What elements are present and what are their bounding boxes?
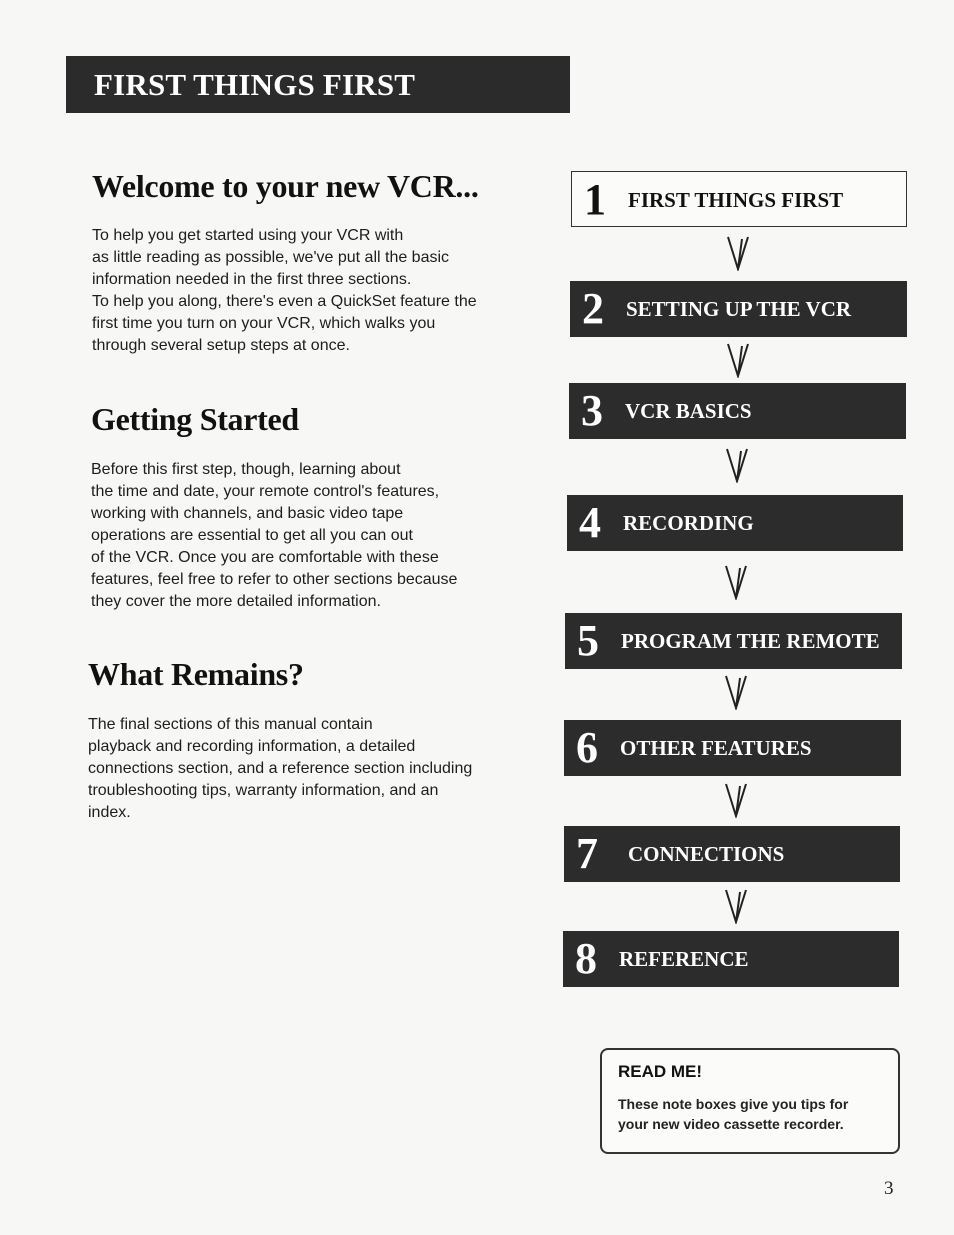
paragraph-line: information needed in the first three sections.	[92, 271, 412, 288]
paragraph-line: The final sections of this manual contain	[88, 716, 373, 733]
down-arrow-icon	[725, 447, 749, 483]
toc-label: SETTING UP THE VCR	[626, 297, 852, 321]
toc-item-2	[570, 281, 907, 337]
paragraph-what-remains	[88, 714, 472, 824]
section-header-title: FIRST THINGS FIRST	[94, 67, 416, 102]
toc-item-6	[564, 720, 901, 776]
note-line: These note boxes give you tips for	[618, 1096, 849, 1112]
toc-number: 8	[575, 934, 597, 983]
toc-label: PROGRAM THE REMOTE	[621, 629, 880, 653]
paragraph-line: connections section, and a reference section including	[88, 760, 473, 777]
toc-number: 7	[576, 829, 598, 878]
toc-item-4	[567, 495, 903, 551]
down-arrow-icon	[724, 888, 748, 924]
paragraph-line: index.	[88, 804, 131, 821]
paragraph-line: operations are essential to get all you can out	[91, 527, 413, 544]
paragraph-line: of the VCR. Once you are comfortable with these	[91, 549, 439, 566]
toc-number: 3	[581, 386, 603, 435]
toc-number: 1	[584, 175, 606, 224]
toc-number: 2	[582, 284, 604, 333]
paragraph-line: features, feel free to refer to other sections because	[91, 571, 458, 588]
paragraph-line: Before this first step, though, learning about	[91, 461, 401, 478]
toc-item-1	[571, 171, 907, 227]
note-text	[618, 1094, 882, 1134]
toc-label: CONNECTIONS	[628, 842, 785, 866]
down-arrow-icon	[724, 674, 748, 710]
paragraph-line: working with channels, and basic video tape	[91, 505, 404, 522]
toc-label: RECORDING	[623, 511, 754, 535]
note-title: READ ME!	[618, 1062, 703, 1081]
paragraph-line: they cover the more detailed information.	[91, 593, 381, 610]
heading-getting-started: Getting Started	[91, 401, 299, 437]
down-arrow-icon	[726, 342, 750, 378]
paragraph-line: first time you turn on your VCR, which walks you	[92, 315, 436, 332]
read-me-note-box	[600, 1048, 900, 1154]
toc-item-3	[569, 383, 906, 439]
toc-item-8	[563, 931, 899, 987]
paragraph-line: troubleshooting tips, warranty information, and an	[88, 782, 439, 799]
toc-label: REFERENCE	[619, 947, 749, 971]
section-header-bar	[66, 56, 570, 113]
toc-number: 6	[576, 723, 598, 772]
heading-welcome: Welcome to your new VCR...	[92, 168, 479, 204]
down-arrow-icon	[726, 235, 750, 271]
paragraph-line: the time and date, your remote control's features,	[91, 483, 440, 500]
paragraph-getting-started	[91, 459, 457, 613]
toc-label: FIRST THINGS FIRST	[628, 188, 844, 212]
paragraph-line: To help you along, there's even a QuickSet feature the	[92, 293, 477, 310]
toc-label: VCR BASICS	[625, 399, 752, 423]
down-arrow-icon	[724, 782, 748, 818]
paragraph-welcome	[92, 225, 477, 357]
heading-what-remains: What Remains?	[88, 656, 304, 692]
paragraph-line: as little reading as possible, we've put all the basic	[92, 249, 450, 266]
down-arrow-icon	[724, 564, 748, 600]
toc-number: 5	[577, 616, 599, 665]
paragraph-line: To help you get started using your VCR with	[92, 227, 404, 244]
paragraph-line: playback and recording information, a detailed	[88, 738, 416, 755]
toc-item-7	[564, 826, 900, 882]
toc-label: OTHER FEATURES	[620, 736, 812, 760]
paragraph-line: through several setup steps at once.	[92, 337, 350, 354]
toc-number: 4	[579, 498, 601, 547]
note-line: your new video cassette recorder.	[618, 1116, 844, 1132]
page-number: 3	[884, 1178, 894, 1199]
toc-item-5	[565, 613, 902, 669]
